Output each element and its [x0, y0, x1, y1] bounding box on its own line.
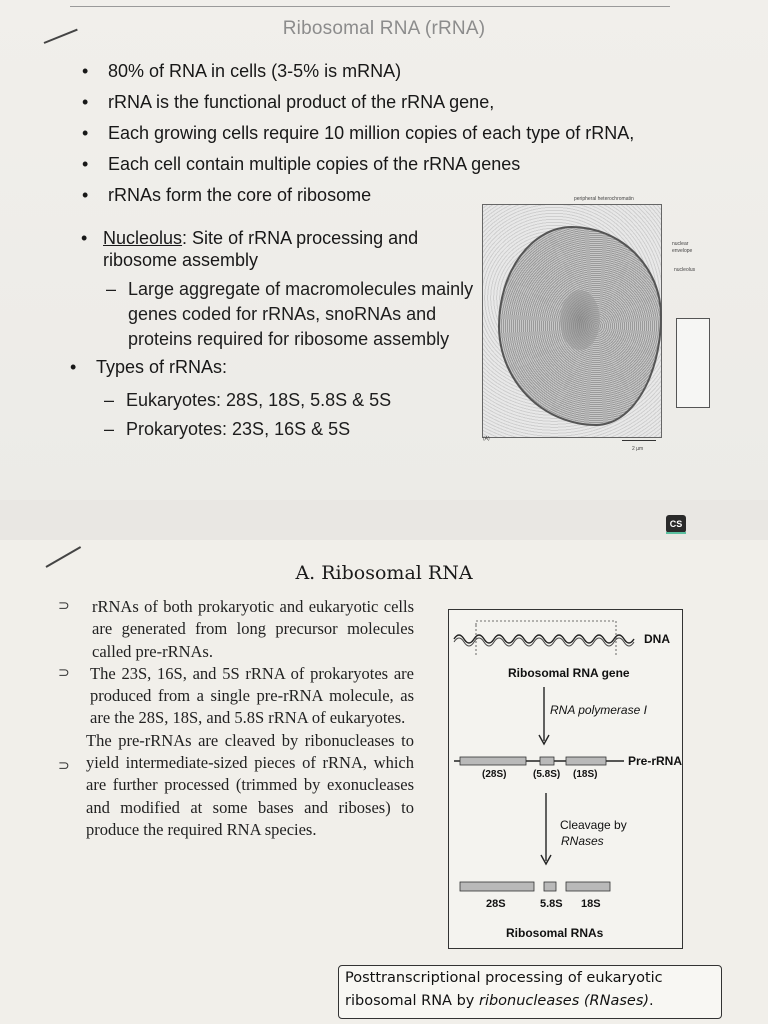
label-ribosomal-rna-gene: Ribosomal RNA gene	[508, 666, 630, 680]
label-pre-18s: (18S)	[573, 769, 598, 780]
bullet-text: Each cell contain multiple copies of the rRNA genes	[108, 154, 521, 174]
arrow-bullet-1: ⊃	[58, 599, 70, 614]
label-product-58s: 5.8S	[540, 898, 563, 910]
pre-rrna-18s	[566, 757, 606, 765]
bullet-nucleolus	[81, 227, 419, 249]
nucleolus-line2: ribosome assembly	[103, 250, 259, 270]
label-ribosomal-rnas: Ribosomal RNAs	[506, 926, 604, 940]
bullet-1	[82, 60, 402, 82]
label-pre-58s: (5.8S)	[533, 769, 561, 780]
bullet-dot: •	[81, 228, 88, 248]
product-18s	[566, 882, 610, 891]
bullet-types	[70, 356, 228, 378]
arrow-bullet-3: ⊃	[58, 759, 70, 774]
product-58s	[544, 882, 556, 891]
sub-text: Large aggregate of macromolecules mainly	[128, 279, 474, 299]
sub-dash: –	[104, 419, 115, 439]
scale-label: 2 µm	[632, 446, 644, 452]
bullet-3	[82, 122, 635, 144]
bullet-dot: •	[82, 154, 89, 174]
arrow-bullet-2: ⊃	[58, 666, 70, 681]
label-envelope: envelope	[672, 248, 693, 254]
scale-bar	[622, 440, 656, 441]
slide2-body	[78, 596, 414, 841]
label-nucleolus: nucleolus	[674, 267, 696, 273]
paragraph-3: The pre-rRNAs are cleaved by ribonucleases to yield intermediate-sized pieces of rRNA, which are further processed (trimmed by exonucleases and modified at some bases and riboses) to produce the required RNA species.	[86, 730, 414, 839]
nucleolus-sub-3: proteins required for ribosome assembly	[128, 329, 450, 349]
label-cleavage-by: Cleavage by	[560, 818, 627, 832]
bullet-2	[82, 91, 495, 113]
camscanner-badge: CS	[666, 515, 686, 533]
badge-underline	[666, 532, 686, 534]
bullet-dot: •	[70, 357, 77, 377]
bullet-dot: •	[82, 92, 89, 112]
pre-rrna-28s	[460, 757, 526, 765]
bullet-dot: •	[82, 185, 89, 205]
label-dna: DNA	[644, 632, 670, 646]
types-eukaryotes	[104, 389, 392, 411]
nucleolus-sub-2: genes coded for rRNAs, snoRNAs and	[128, 304, 437, 324]
label-rnases: RNases	[561, 834, 604, 848]
sub-text: Prokaryotes: 23S, 16S & 5S	[126, 419, 351, 439]
blank-box	[676, 318, 710, 408]
label-rna-polymerase: RNA polymerase I	[550, 703, 647, 717]
product-28s	[460, 882, 534, 891]
sub-dash: –	[104, 390, 115, 410]
caption-period: .	[649, 993, 654, 1009]
bullet-5	[82, 184, 372, 206]
bullet-text: rRNA is the functional product of the rRNA gene,	[108, 92, 495, 112]
types-heading: Types of rRNAs:	[96, 357, 228, 377]
nucleolus-text: : Site of rRNA processing and	[182, 228, 419, 248]
slide1-title: Ribosomal RNA (rRNA)	[282, 18, 486, 39]
bullet-text: 80% of RNA in cells (3-5% is mRNA)	[108, 61, 402, 81]
paragraph-2: The 23S, 16S, and 5S rRNA of prokaryotes are produced from a single pre-rRNA molecule, as are the 28S, 18S, and 5.8S rRNA of eukaryotes.	[90, 663, 414, 728]
bullet-text: Each growing cells require 10 million copies of each type of rRNA,	[108, 123, 635, 143]
nucleolus-term: Nucleolus	[103, 228, 183, 248]
caption-emphasis: ribonucleases (RNases)	[478, 993, 650, 1009]
bullet-text: rRNAs form the core of ribosome	[108, 185, 372, 205]
caption-text: Posttranscriptional processing of eukaryotic ribosomal RNA by	[345, 970, 663, 1009]
panel-label: (A)	[483, 436, 490, 442]
label-pre-rrna: Pre-rRNA	[628, 754, 683, 768]
nucleolus-shape	[560, 290, 600, 350]
bullet-4	[82, 153, 521, 175]
label-nuclear: nuclear	[672, 241, 689, 247]
label-peripheral-heterochromatin: peripheral heterochromatin	[574, 196, 634, 202]
sub-dash: –	[106, 279, 117, 299]
label-product-28s: 28S	[486, 898, 506, 910]
types-prokaryotes	[104, 418, 351, 440]
nucleolus-sub-1	[106, 278, 474, 300]
paragraph-1: rRNAs of both prokaryotic and eukaryotic cells are generated from long precursor molecules called pre-rRNAs.	[92, 597, 414, 661]
sub-text: Eukaryotes: 28S, 18S, 5.8S & 5S	[126, 390, 392, 410]
bullet-dot: •	[82, 61, 89, 81]
slide2-title: A. Ribosomal RNA	[295, 562, 473, 584]
pre-rrna-58s	[540, 757, 554, 765]
top-rule	[70, 6, 670, 7]
label-product-18s: 18S	[581, 898, 601, 910]
bullet-dot: •	[82, 123, 89, 143]
figure-caption	[338, 965, 722, 1019]
label-pre-28s: (28S)	[482, 769, 507, 780]
